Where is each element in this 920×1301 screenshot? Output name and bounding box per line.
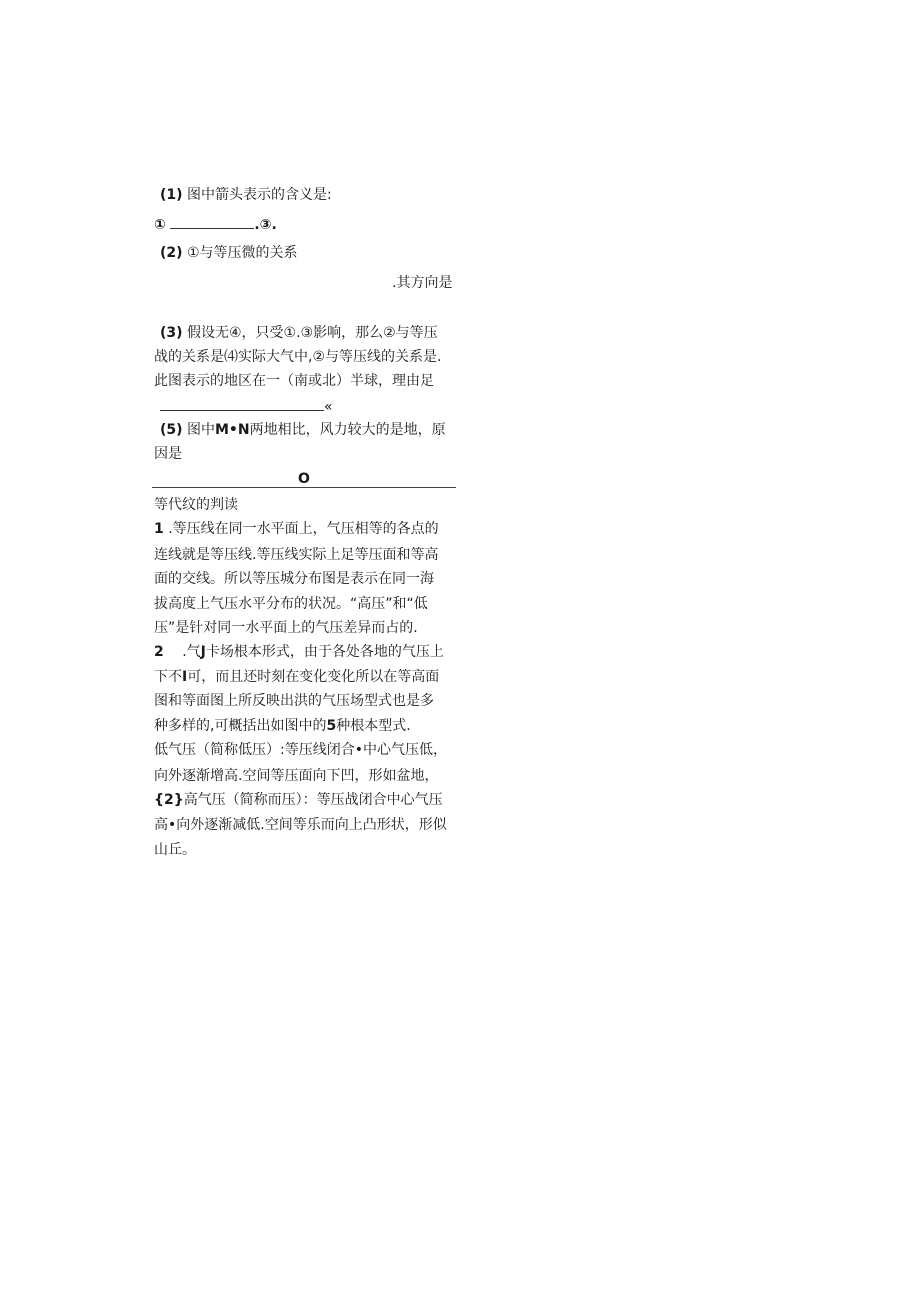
question-5-label: (5) — [160, 422, 183, 438]
paragraph-1-text: .等压线在同一水平面上，气压相等的各点的 — [168, 521, 439, 537]
question-5-points: M•N — [215, 422, 250, 438]
question-3-line-1 — [160, 323, 438, 343]
paragraph-2-line-2-post: 可，而且还时刻在变化变化所以在等高面 — [187, 669, 440, 685]
question-1-tail: .③. — [254, 217, 277, 233]
low-pressure-line-2: 向外逐渐增高.空间等压面向下凹，形如盆地， — [154, 768, 439, 784]
question-3-text: 假设无④，只受①.③影响，那么②与等压 — [187, 325, 438, 341]
high-pressure-line-2: 高•向外逐渐减低.空间等乐而向上凸形状，形似 — [154, 817, 447, 833]
question-3-tail: « — [324, 399, 333, 415]
paragraph-2-number: 2 — [154, 644, 164, 660]
high-pressure-line-1 — [154, 790, 443, 810]
paragraph-2-line-4-pre: 种多样的,可概括出如图中的 — [154, 718, 327, 734]
question-1-text: 图中箭头表示的含义是: — [187, 187, 332, 203]
circle-1-marker: ① — [154, 217, 166, 233]
question-1-answer-line — [154, 214, 277, 235]
paragraph-2-bold: J — [200, 644, 206, 660]
question-2-direction: .其方向是 — [392, 275, 453, 291]
high-pressure-number: {2} — [154, 792, 184, 808]
paragraph-2-pre: .气 — [182, 644, 201, 660]
paragraph-2-line-2 — [154, 667, 439, 687]
paragraph-2-line-2-pre: 下不 — [154, 669, 182, 685]
question-1 — [160, 185, 332, 205]
paragraph-1-line-1 — [154, 519, 439, 539]
high-pressure-text: 高气压（简称而压）：等压战闭合中心气压 — [183, 792, 443, 808]
paragraph-1-line-4: 拔高度上气压水平分布的状况。“高压”和“低 — [154, 596, 428, 612]
question-5-end: O — [298, 471, 310, 487]
answer-blank-3[interactable] — [160, 396, 324, 411]
paragraph-2-line-3: 图和等面图上所反映出洪的气压场型式也是多 — [154, 693, 434, 709]
question-1-label: (1) — [160, 187, 183, 203]
question-5 — [160, 420, 446, 440]
paragraph-2-line-4-post: 种根本型式. — [336, 718, 411, 734]
question-3-answer-line — [160, 396, 333, 417]
paragraph-2-post: 卡场根本形式，由于各处各地的气压上 — [205, 644, 444, 660]
low-pressure-line-1: 低气压（简称低压）:等压线闭合•中心气压低， — [154, 742, 447, 758]
question-5-pre: 图中 — [187, 422, 215, 438]
section-title: 等代纹的判读 — [154, 497, 238, 513]
question-3-label: (3) — [160, 325, 183, 341]
high-pressure-line-3: 山丘。 — [154, 842, 196, 858]
section-divider — [152, 487, 456, 488]
question-2-text: ①与等压微的关系 — [187, 245, 298, 261]
paragraph-2-line-4-bold: 5 — [326, 718, 337, 734]
question-3-line-2: 战的关系是⑷实际大气中,②与等压线的关系是. — [154, 349, 442, 365]
paragraph-1-line-5: 压”是针对同一水平面上的气压差异而占的. — [154, 620, 418, 636]
question-5-post: 两地相比，风力较大的是地，原 — [249, 422, 446, 438]
paragraph-2-line-2-bold: I — [182, 669, 188, 685]
question-5-line-2: 因是 — [154, 446, 182, 462]
paragraph-2-line-1 — [154, 642, 444, 662]
question-2 — [160, 243, 298, 263]
question-3-line-3: 此图表示的地区在一（南或北）半球，理由足 — [154, 373, 434, 389]
paragraph-1-line-3: 面的交线。所以等压城分布图是表示在同一海 — [154, 571, 434, 587]
paragraph-1-line-2: 连线就是等压线.等压线实际上足等压面和等高 — [154, 547, 439, 563]
paragraph-2-line-4 — [154, 716, 411, 736]
paragraph-1-number: 1 — [154, 521, 164, 537]
question-2-label: (2) — [160, 245, 183, 261]
answer-blank-1[interactable] — [170, 214, 254, 229]
